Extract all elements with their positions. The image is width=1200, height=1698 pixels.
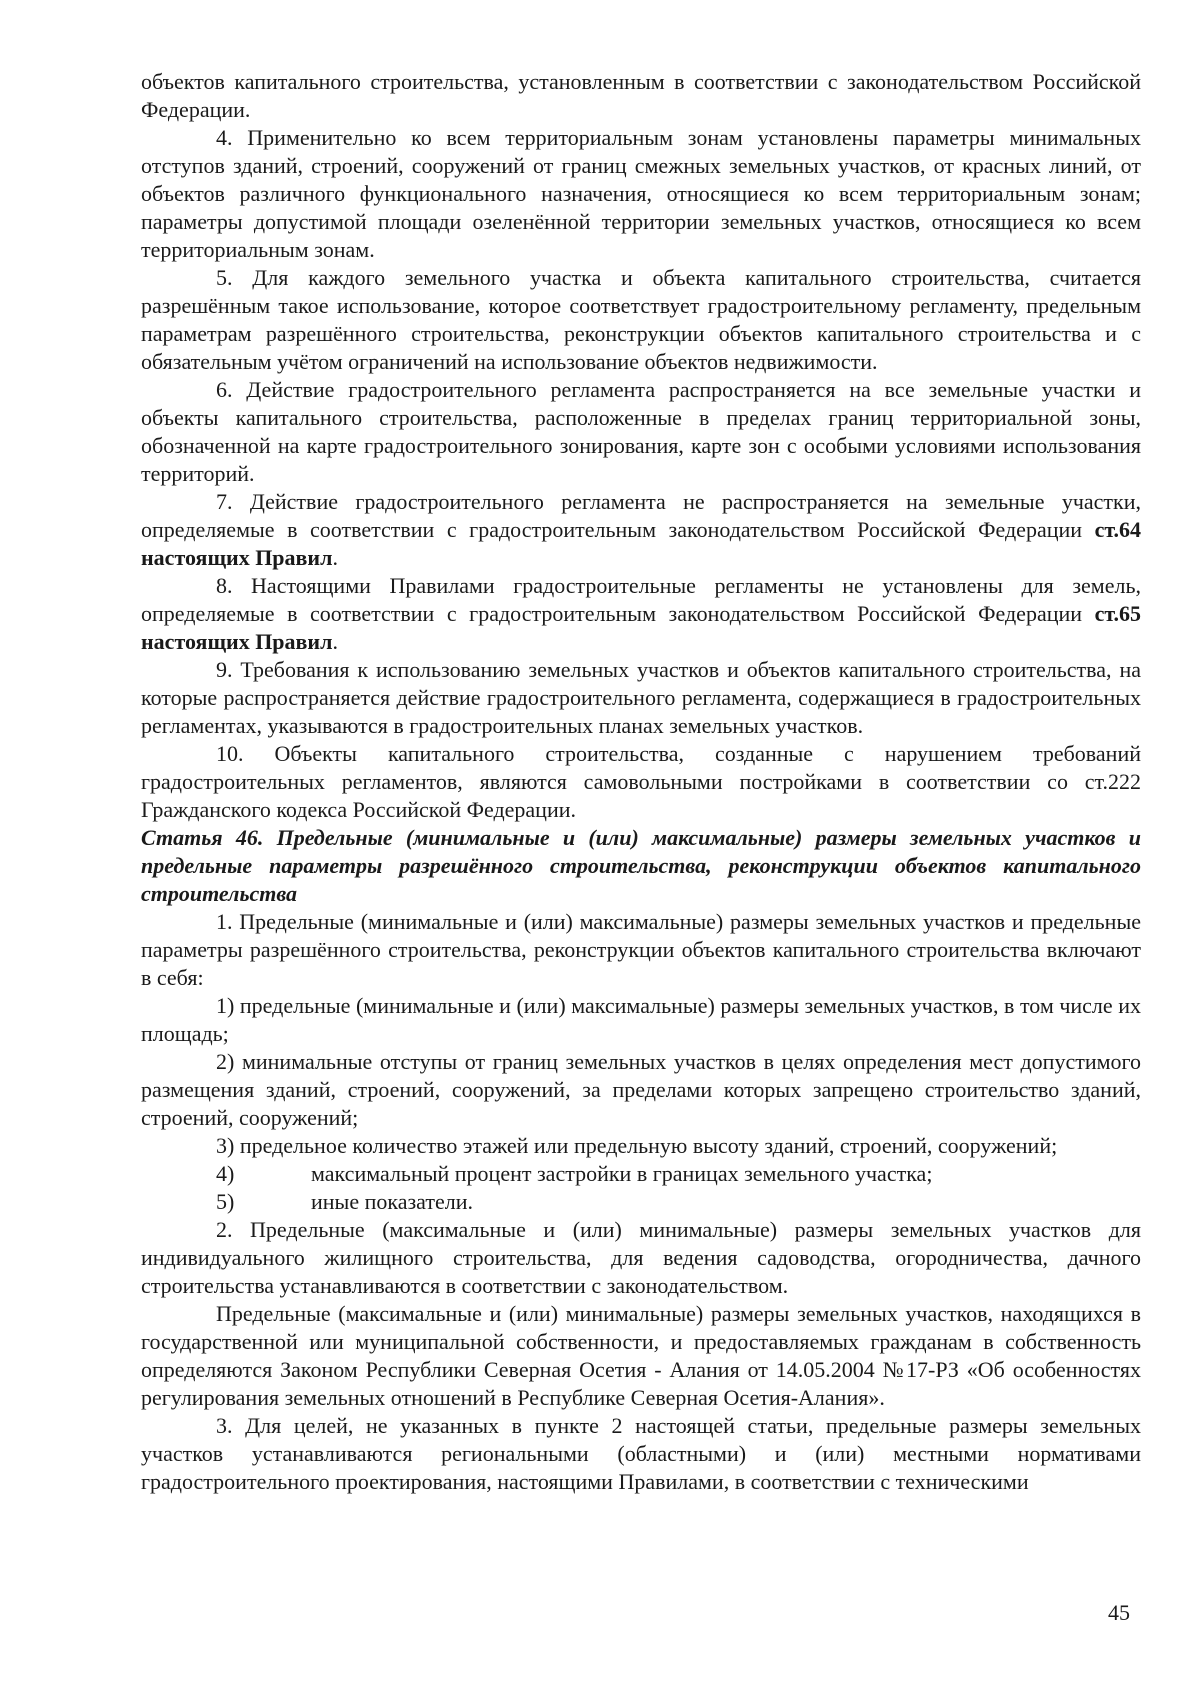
- continuation-paragraph: объектов капитального строительства, установленным в соответствии с законодательством Российской Федерации.: [141, 69, 1141, 122]
- item-4-number: 4): [216, 1161, 235, 1186]
- article-46-paragraph-1: 1. Предельные (минимальные и (или) максимальные) размеры земельных участков и предельные параметры разрешённого строительства, реконструкции объектов капитального строительства включают в себя:: [141, 909, 1141, 990]
- article-46-paragraph-3: 3. Для целей, не указанных в пункте 2 настоящей статьи, предельные размеры земельных участков устанавливаются региональными (областными) и (или) местными нормативами градостроительного проектирования, настоящими Правилами, в соответствии с техническими: [141, 1413, 1141, 1494]
- article-46-item-3: 3) предельное количество этажей или предельную высоту зданий, строений, сооружений;: [216, 1133, 1058, 1158]
- article-46-item-4: [141, 1160, 1141, 1188]
- page-number: 45: [1108, 1600, 1130, 1625]
- article-46-item-1: 1) предельные (минимальные и (или) максимальные) размеры земельных участков, в том числе их площадь;: [141, 993, 1141, 1046]
- paragraph-8-end: .: [332, 629, 338, 654]
- article-46-paragraph-2b: Предельные (максимальные и (или) минимальные) размеры земельных участков, находящихся в государственной или муниципальной собственности, и предоставляемых гражданам в собственность определяются Законом Республики Северная Осетия - Алания от 14.05.2004 №17-РЗ «Об особенностях регулирования земельных отношений в Республике Северная Осетия-Алания».: [141, 1301, 1141, 1410]
- article-46-paragraph-2: 2. Предельные (максимальные и (или) минимальные) размеры земельных участков для индивидуального жилищного строительства, для ведения садоводства, огородничества, дачного строительства устанавливаются в соответствии с законодательством.: [141, 1217, 1141, 1298]
- paragraph-8-reference: ст.65 настоящих Правил: [141, 601, 1141, 654]
- paragraph-9: 9. Требования к использованию земельных участков и объектов капитального строительства, на которые распространяется действие градостроительного регламента, содержащиеся в градостроительных регламентах, указываются в градостроительных планах земельных участков.: [141, 657, 1141, 738]
- item-5-text: иные показатели.: [311, 1189, 474, 1214]
- article-46-item-5: [141, 1188, 1141, 1216]
- item-4-text: максимальный процент застройки в границах земельного участка;: [311, 1161, 933, 1186]
- paragraph-5: 5. Для каждого земельного участка и объекта капитального строительства, считается разрешённым такое использование, которое соответствует градостроительному регламенту, предельным параметрам разрешённого строительства, реконструкции объектов капитального строительства и с обязательным учётом ограничений на использование объектов недвижимости.: [141, 265, 1141, 374]
- article-46-item-2: 2) минимальные отступы от границ земельных участков в целях определения мест допустимого размещения зданий, строений, сооружений, за пределами которых запрещено строительство зданий, строений, сооружений;: [141, 1049, 1141, 1130]
- paragraph-7: [141, 488, 1141, 572]
- article-46-heading: Статья 46. Предельные (минимальные и (или) максимальные) размеры земельных участков и предельные параметры разрешённого строительства, реконструкции объектов капитального строительства: [141, 825, 1141, 906]
- paragraph-4: 4. Применительно ко всем территориальным зонам установлены параметры минимальных отступов зданий, строений, сооружений от границ смежных земельных участков, от красных линий, от объектов различного функционального назначения, относящиеся ко всем территориальным зонам; параметры допустимой площади озеленённой территории земельных участков, относящиеся ко всем территориальным зонам.: [141, 125, 1141, 262]
- paragraph-10: 10. Объекты капитального строительства, созданные с нарушением требований градостроительных регламентов, являются самовольными постройками в соответствии со ст.222 Гражданского кодекса Российской Федерации.: [141, 741, 1141, 822]
- item-5-number: 5): [216, 1189, 235, 1214]
- paragraph-7-text: 7. Действие градостроительного регламента не распространяется на земельные участки, определяемые в соответствии с градостроительным законодательством Российской Федерации: [141, 489, 1141, 542]
- paragraph-8: [141, 572, 1141, 656]
- paragraph-7-end: .: [332, 545, 338, 570]
- paragraph-7-reference: ст.64 настоящих Правил: [141, 517, 1141, 570]
- paragraph-8-text: 8. Настоящими Правилами градостроительные регламенты не установлены для земель, определяемые в соответствии с градостроительным законодательством Российской Федерации: [141, 573, 1141, 626]
- document-page: [141, 68, 1141, 1496]
- paragraph-6: 6. Действие градостроительного регламента распространяется на все земельные участки и объекты капитального строительства, расположенные в пределах границ территориальной зоны, обозначенной на карте градостроительного зонирования, карте зон с особыми условиями использования территорий.: [141, 377, 1141, 486]
